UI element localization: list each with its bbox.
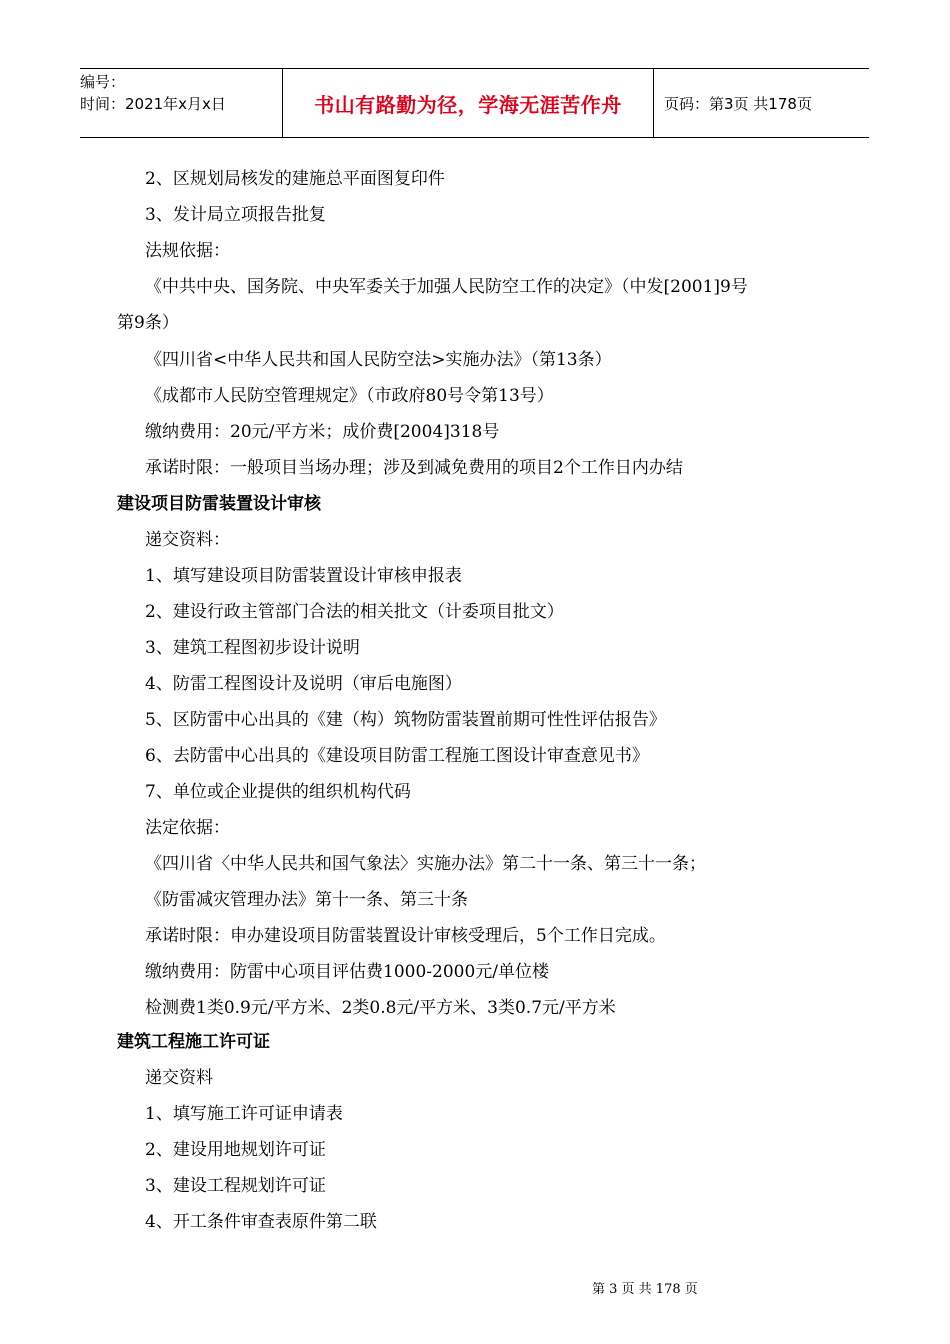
- paragraph-line: 递交资料: [145, 1068, 213, 1088]
- header-motto: 书山有路勤为径，学海无涯苦作舟: [283, 69, 654, 137]
- paragraph-line: 5、区防雷中心出具的《建（构）筑物防雷装置前期可性性评估报告》: [145, 710, 666, 730]
- paragraph-line: 《防雷减灾管理办法》第十一条、第三十条: [145, 890, 468, 910]
- paragraph-line: 承诺时限：一般项目当场办理；涉及到减免费用的项目2个工作日内办结: [145, 458, 683, 478]
- header-meta: [80, 69, 283, 137]
- paragraph-line: 法定依据：: [145, 818, 230, 838]
- paragraph-line: 1、填写建设项目防雷装置设计审核申报表: [145, 566, 462, 586]
- paragraph-line: 《成都市人民防空管理规定》（市政府80号令第13号）: [145, 386, 554, 406]
- paragraph-line: 第9条）: [117, 313, 179, 333]
- paragraph-line: 3、发计局立项报告批复: [145, 205, 326, 225]
- paragraph-line: 3、建设工程规划许可证: [145, 1176, 326, 1196]
- footer-page-number: 第 3 页 共 178 页: [592, 1282, 698, 1297]
- header-number-label: 编号：: [80, 73, 126, 91]
- paragraph-line: 《中共中央、国务院、中央军委关于加强人民防空工作的决定》（中发[2001]9号: [145, 277, 748, 297]
- paragraph-line: 3、建筑工程图初步设计说明: [145, 638, 360, 658]
- paragraph-line: 2、区规划局核发的建施总平面图复印件: [145, 169, 445, 189]
- paragraph-line: 6、去防雷中心出具的《建设项目防雷工程施工图设计审查意见书》: [145, 746, 649, 766]
- paragraph-line: 承诺时限：申办建设项目防雷装置设计审核受理后，5个工作日完成。: [145, 926, 666, 946]
- paragraph-line: 4、防雷工程图设计及说明（审后电施图）: [145, 674, 462, 694]
- paragraph-line: 《四川省<中华人民共和国人民防空法>实施办法》（第13条）: [145, 350, 612, 370]
- paragraph-line: 检测费1类0.9元/平方米、2类0.8元/平方米、3类0.7元/平方米: [145, 998, 616, 1018]
- paragraph-line: 缴纳费用：防雷中心项目评估费1000-2000元/单位楼: [145, 962, 549, 982]
- paragraph-line: 法规依据：: [145, 241, 230, 261]
- paragraph-line: 2、建设行政主管部门合法的相关批文（计委项目批文）: [145, 602, 564, 622]
- paragraph-line: 《四川省〈中华人民共和国气象法〉实施办法》第二十一条、第三十一条；: [145, 854, 706, 874]
- section-heading: 建设项目防雷装置设计审核: [117, 494, 321, 514]
- page-header: [80, 68, 869, 138]
- header-time-label: 时间：2021年x月x日: [80, 95, 226, 113]
- header-page-info: 页码：第3页 共178页: [664, 94, 812, 113]
- paragraph-line: 1、填写施工许可证申请表: [145, 1104, 343, 1124]
- section-heading: 建筑工程施工许可证: [117, 1032, 270, 1052]
- paragraph-line: 7、单位或企业提供的组织机构代码: [145, 782, 411, 802]
- paragraph-line: 2、建设用地规划许可证: [145, 1140, 326, 1160]
- paragraph-line: 4、开工条件审查表原件第二联: [145, 1212, 377, 1232]
- paragraph-line: 递交资料：: [145, 530, 230, 550]
- paragraph-line: 缴纳费用：20元/平方米；成价费[2004]318号: [145, 422, 500, 442]
